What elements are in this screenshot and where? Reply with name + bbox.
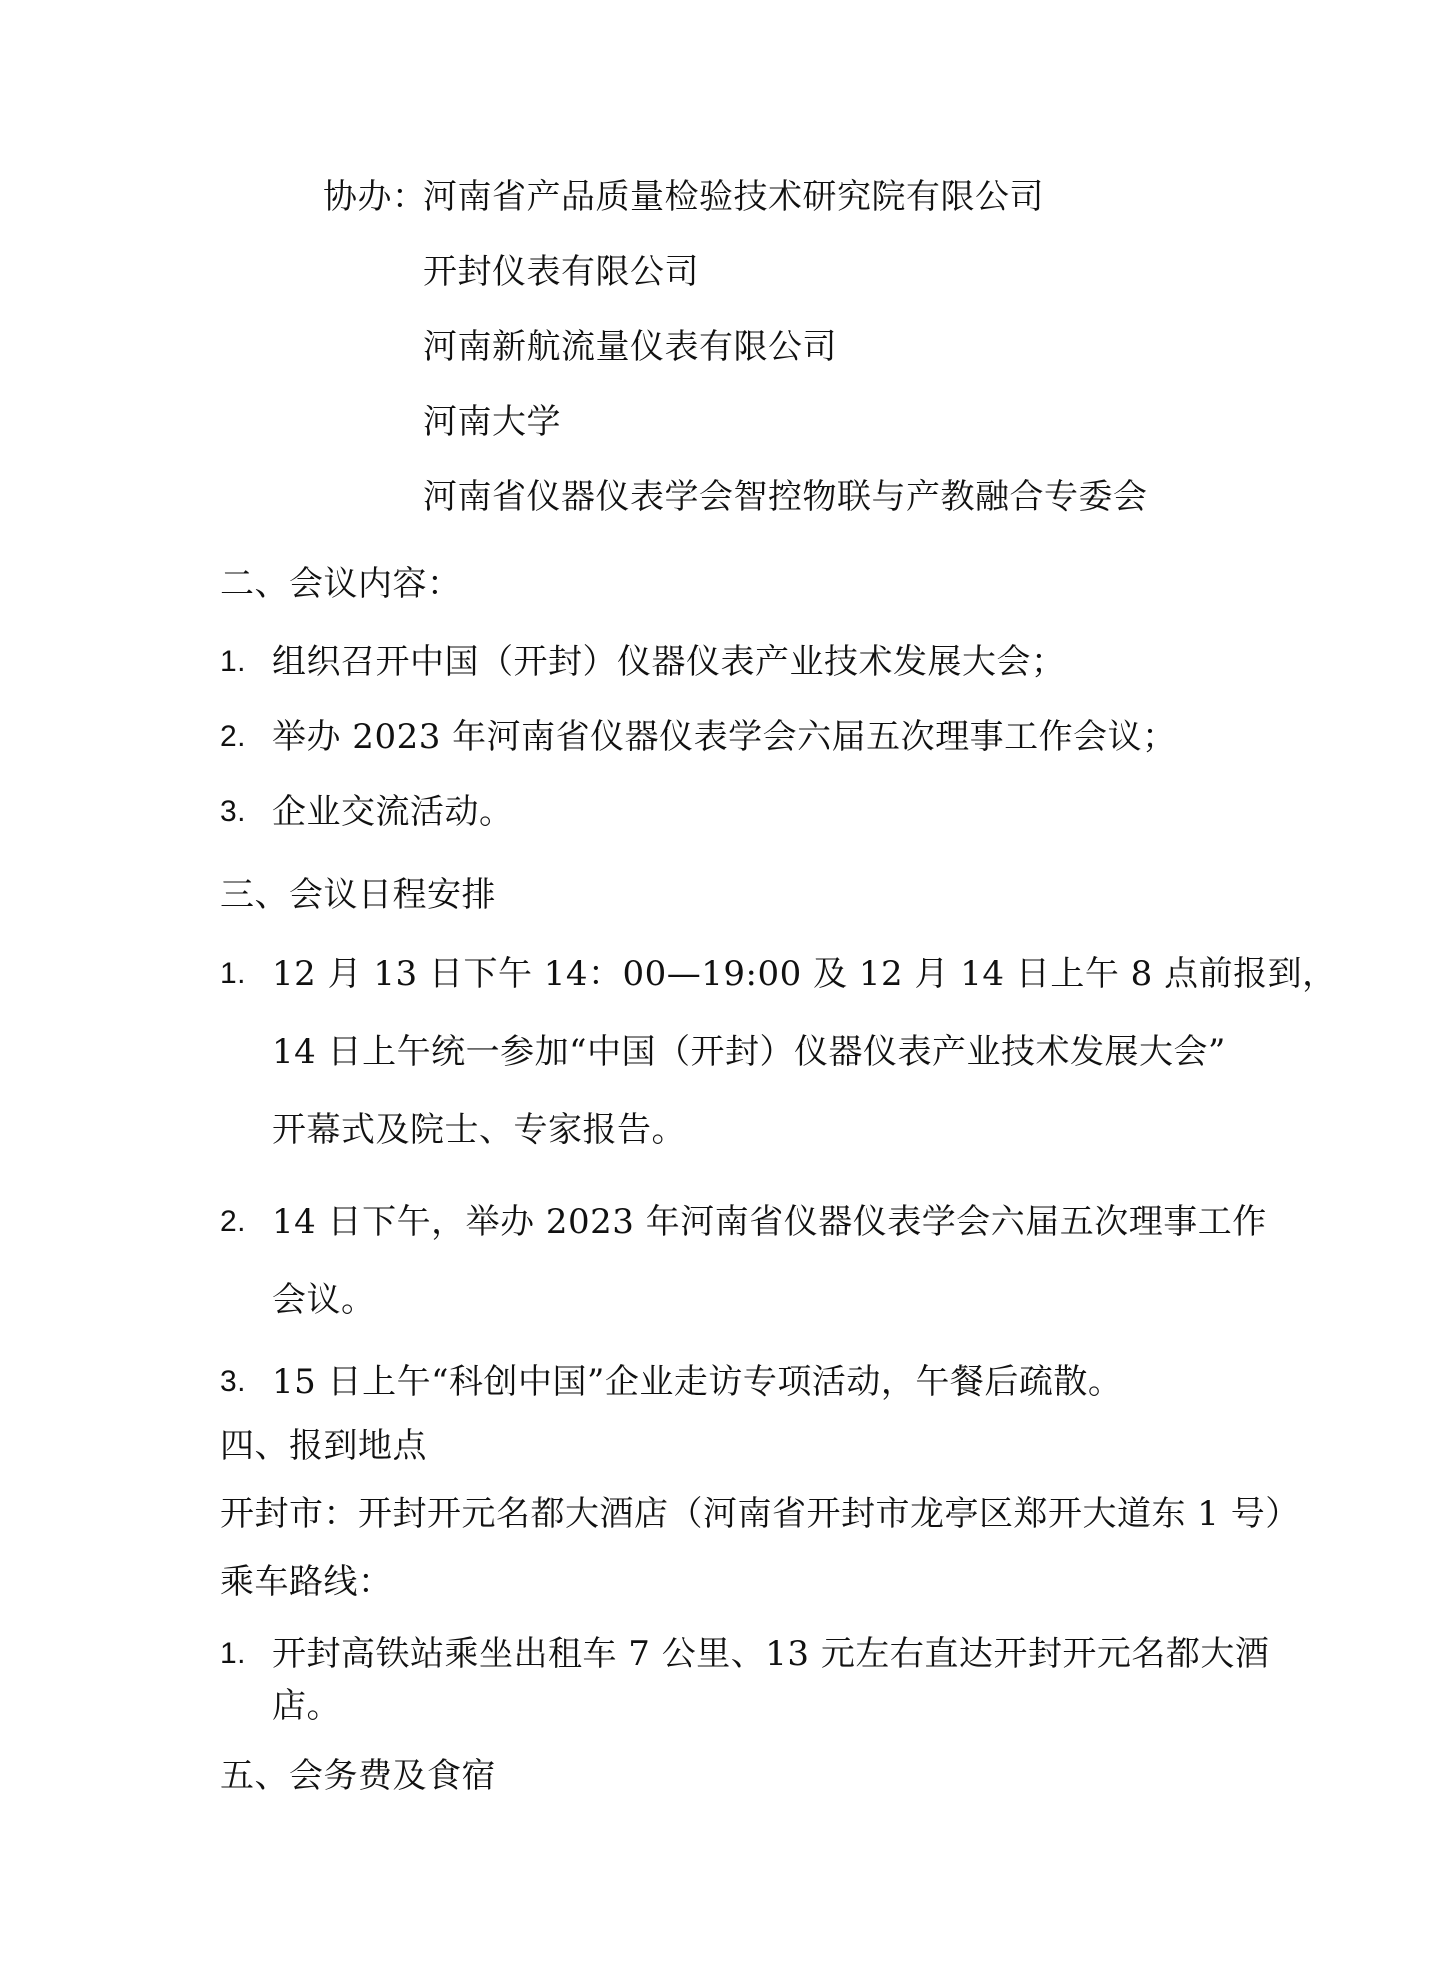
co-organizer-item: 河南新航流量仪表有限公司 <box>423 327 837 367</box>
list-item-number: 3. <box>220 795 247 828</box>
co-organizer-item: 河南省仪器仪表学会智控物联与产教融合专委会 <box>423 477 1148 517</box>
list-item-number: 1. <box>220 1637 247 1670</box>
list-item-text: 组织召开中国（开封）仪器仪表产业技术发展大会； <box>272 642 1066 682</box>
section3-heading: 三、会议日程安排 <box>220 875 496 915</box>
list-item-text: 开幕式及院士、专家报告。 <box>272 1110 686 1150</box>
list-item-number: 1. <box>220 957 247 990</box>
route-label: 乘车路线： <box>220 1562 393 1602</box>
co-organizer-label: 协办： <box>323 177 427 217</box>
list-item-text: 14 日下午，举办 2023 年河南省仪器仪表学会六届五次理事工作 <box>272 1202 1267 1242</box>
list-item-text: 企业交流活动。 <box>272 792 514 832</box>
list-item-number: 2. <box>220 1205 247 1238</box>
list-item-text: 举办 2023 年河南省仪器仪表学会六届五次理事工作会议； <box>272 717 1177 757</box>
list-item-text: 15 日上午“科创中国”企业走访专项活动，午餐后疏散。 <box>272 1362 1123 1402</box>
section4-heading: 四、报到地点 <box>220 1426 427 1466</box>
co-organizer-item: 河南大学 <box>423 402 561 442</box>
co-organizer-item: 河南省产品质量检验技术研究院有限公司 <box>423 177 1044 217</box>
list-item-text: 12 月 13 日下午 14：00—19:00 及 12 月 14 日上午 8 点前报到， <box>272 954 1337 994</box>
location-text: 开封市：开封开元名都大酒店（河南省开封市龙亭区郑开大道东 1 号） <box>220 1494 1300 1534</box>
list-item-text: 会议。 <box>272 1280 376 1320</box>
list-item-number: 3. <box>220 1365 247 1398</box>
list-item-number: 2. <box>220 720 247 753</box>
list-item-text: 开封高铁站乘坐出租车 7 公里、13 元左右直达开封开元名都大酒 <box>272 1634 1270 1674</box>
list-item-text: 14 日上午统一参加“中国（开封）仪器仪表产业技术发展大会” <box>272 1032 1226 1072</box>
section2-heading: 二、会议内容： <box>220 564 462 604</box>
list-item-text: 店。 <box>272 1686 341 1726</box>
co-organizer-item: 开封仪表有限公司 <box>423 252 699 292</box>
section5-heading: 五、会务费及食宿 <box>220 1756 496 1796</box>
list-item-number: 1. <box>220 645 247 678</box>
